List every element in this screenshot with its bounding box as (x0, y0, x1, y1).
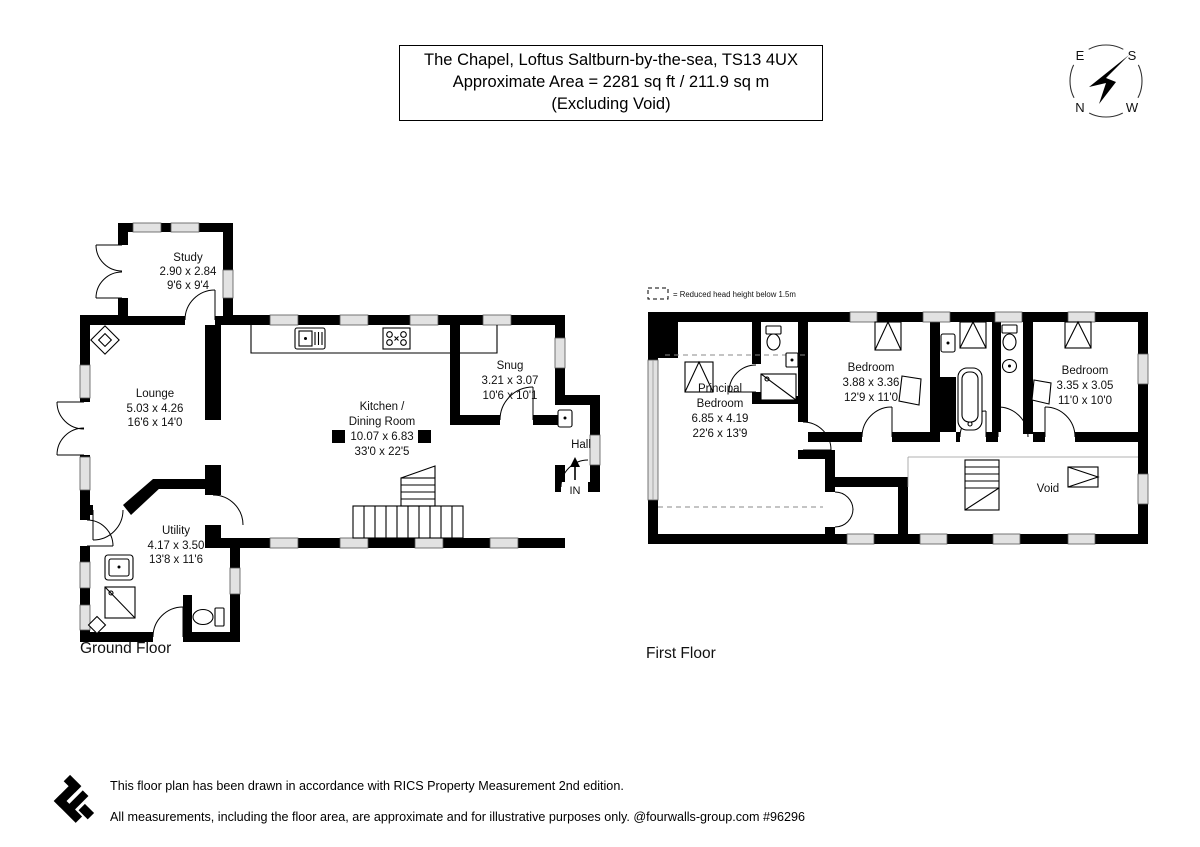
first-floor-plan (640, 282, 1160, 572)
svg-text:3.88 x 3.36: 3.88 x 3.36 (842, 377, 900, 389)
study-label (160, 252, 218, 292)
svg-text:Study: Study (173, 252, 203, 264)
bedroom2-label (843, 362, 900, 404)
footer-measurements-note: All measurements, including the floor area, are approximate and for illustrative purposes only. @fourwalls-group.com #96296 (110, 810, 806, 824)
footer-rics-note: This floor plan has been drawn in accordance with RICS Property Measurement 2nd edition. (110, 779, 624, 793)
kitchen-column-left (332, 430, 345, 443)
svg-text:= Reduced head height below 1.: = Reduced head height below 1.5m (673, 290, 796, 299)
void-label: Void (1036, 483, 1060, 495)
ground-floor-plan (55, 210, 615, 650)
svg-text:Snug: Snug (496, 360, 524, 372)
svg-text:9'6 x 9'4: 9'6 x 9'4 (166, 280, 210, 292)
snug-label (482, 360, 539, 402)
compass-needle-icon (1089, 55, 1129, 104)
svg-text:12'9 x 11'0: 12'9 x 11'0 (843, 392, 899, 404)
ensuite-shower-icon (761, 374, 796, 400)
svg-text:6.85 x 4.19: 6.85 x 4.19 (691, 413, 749, 425)
wc-toilet-icon (1002, 325, 1017, 350)
svg-text:Principal: Principal (697, 383, 743, 395)
svg-text:Bedroom: Bedroom (696, 398, 744, 410)
ground-floor-stairs (353, 466, 463, 538)
entrance-arrow-icon (570, 457, 580, 480)
svg-text:11'0 x 10'0: 11'0 x 10'0 (1057, 395, 1113, 407)
ensuite-sink-icon (786, 353, 798, 367)
hall-sink-icon (558, 410, 572, 427)
svg-text:5.03 x 4.26: 5.03 x 4.26 (126, 403, 184, 415)
bathtub-icon (958, 368, 982, 430)
kitchen-dining-label (349, 401, 415, 458)
kitchen-sink-icon (295, 328, 325, 349)
compass-w: W (1125, 100, 1139, 115)
svg-text:33'0 x 22'5: 33'0 x 22'5 (354, 446, 410, 458)
svg-text:3.35 x 3.05: 3.35 x 3.05 (1056, 380, 1114, 392)
void-area (908, 457, 1138, 510)
toilet-icon-ground (193, 608, 224, 626)
utility-shower-icon (105, 587, 135, 618)
svg-text:2.90 x 2.84: 2.90 x 2.84 (159, 266, 217, 278)
svg-text:Dining Room: Dining Room (348, 416, 416, 428)
bedroom3-label (1057, 365, 1114, 407)
utility-sink-icon (105, 555, 133, 580)
svg-text:Utility: Utility (161, 525, 191, 537)
stove-icon (91, 326, 119, 354)
principal-bedroom-label (692, 383, 749, 440)
compass-n: N (1075, 100, 1085, 115)
ground-floor-doors (57, 245, 588, 637)
kitchen-hob-icon (383, 328, 410, 349)
fourwalls-logo (42, 766, 108, 832)
svg-text:13'8 x 11'6: 13'8 x 11'6 (148, 554, 204, 566)
svg-text:Lounge: Lounge (135, 388, 175, 400)
title-area: Approximate Area = 2281 sq ft / 211.9 sq m (452, 73, 770, 91)
svg-text:3.21 x 3.07: 3.21 x 3.07 (481, 375, 539, 387)
wardrobe-icon-bedroom2 (899, 376, 921, 405)
svg-text:4.17 x 3.50: 4.17 x 3.50 (147, 540, 205, 552)
wardrobe-icon-bedroom3 (1032, 380, 1051, 404)
svg-text:16'6 x 14'0: 16'6 x 14'0 (127, 417, 183, 429)
title-address: The Chapel, Loftus Saltburn-by-the-sea, TS13 4UX (424, 51, 798, 69)
utility-corner-fixture-icon (89, 617, 106, 634)
kitchen-column-right (418, 430, 431, 443)
lounge-label (127, 388, 184, 429)
ground-floor-caption: Ground Floor (80, 640, 172, 657)
svg-text:22'6 x 13'9: 22'6 x 13'9 (692, 428, 748, 440)
hall-label: Hall (571, 439, 591, 451)
reduced-head-height-legend (648, 288, 796, 299)
void-window-symbol-icon (1068, 467, 1098, 487)
first-floor-caption: First Floor (646, 645, 716, 662)
svg-text:10.07 x 6.83: 10.07 x 6.83 (350, 431, 414, 443)
entrance-label: IN (569, 485, 581, 497)
kitchen-counter (251, 325, 497, 353)
first-floor-stairs (965, 460, 999, 510)
svg-text:Bedroom: Bedroom (847, 362, 895, 374)
svg-text:Kitchen /: Kitchen / (359, 401, 405, 413)
wc-basin-icon (1003, 360, 1017, 373)
title-excluding: (Excluding Void) (551, 95, 671, 113)
compass-s: S (1127, 48, 1137, 63)
svg-text:10'6 x 10'1: 10'6 x 10'1 (482, 390, 538, 402)
compass-rose-icon (1056, 26, 1156, 126)
compass-e: E (1075, 48, 1085, 63)
svg-text:Bedroom: Bedroom (1061, 365, 1109, 377)
title-box (399, 45, 823, 121)
bathroom-sink-icon (941, 334, 955, 352)
ensuite-toilet-icon (766, 326, 781, 350)
utility-label (148, 525, 205, 566)
